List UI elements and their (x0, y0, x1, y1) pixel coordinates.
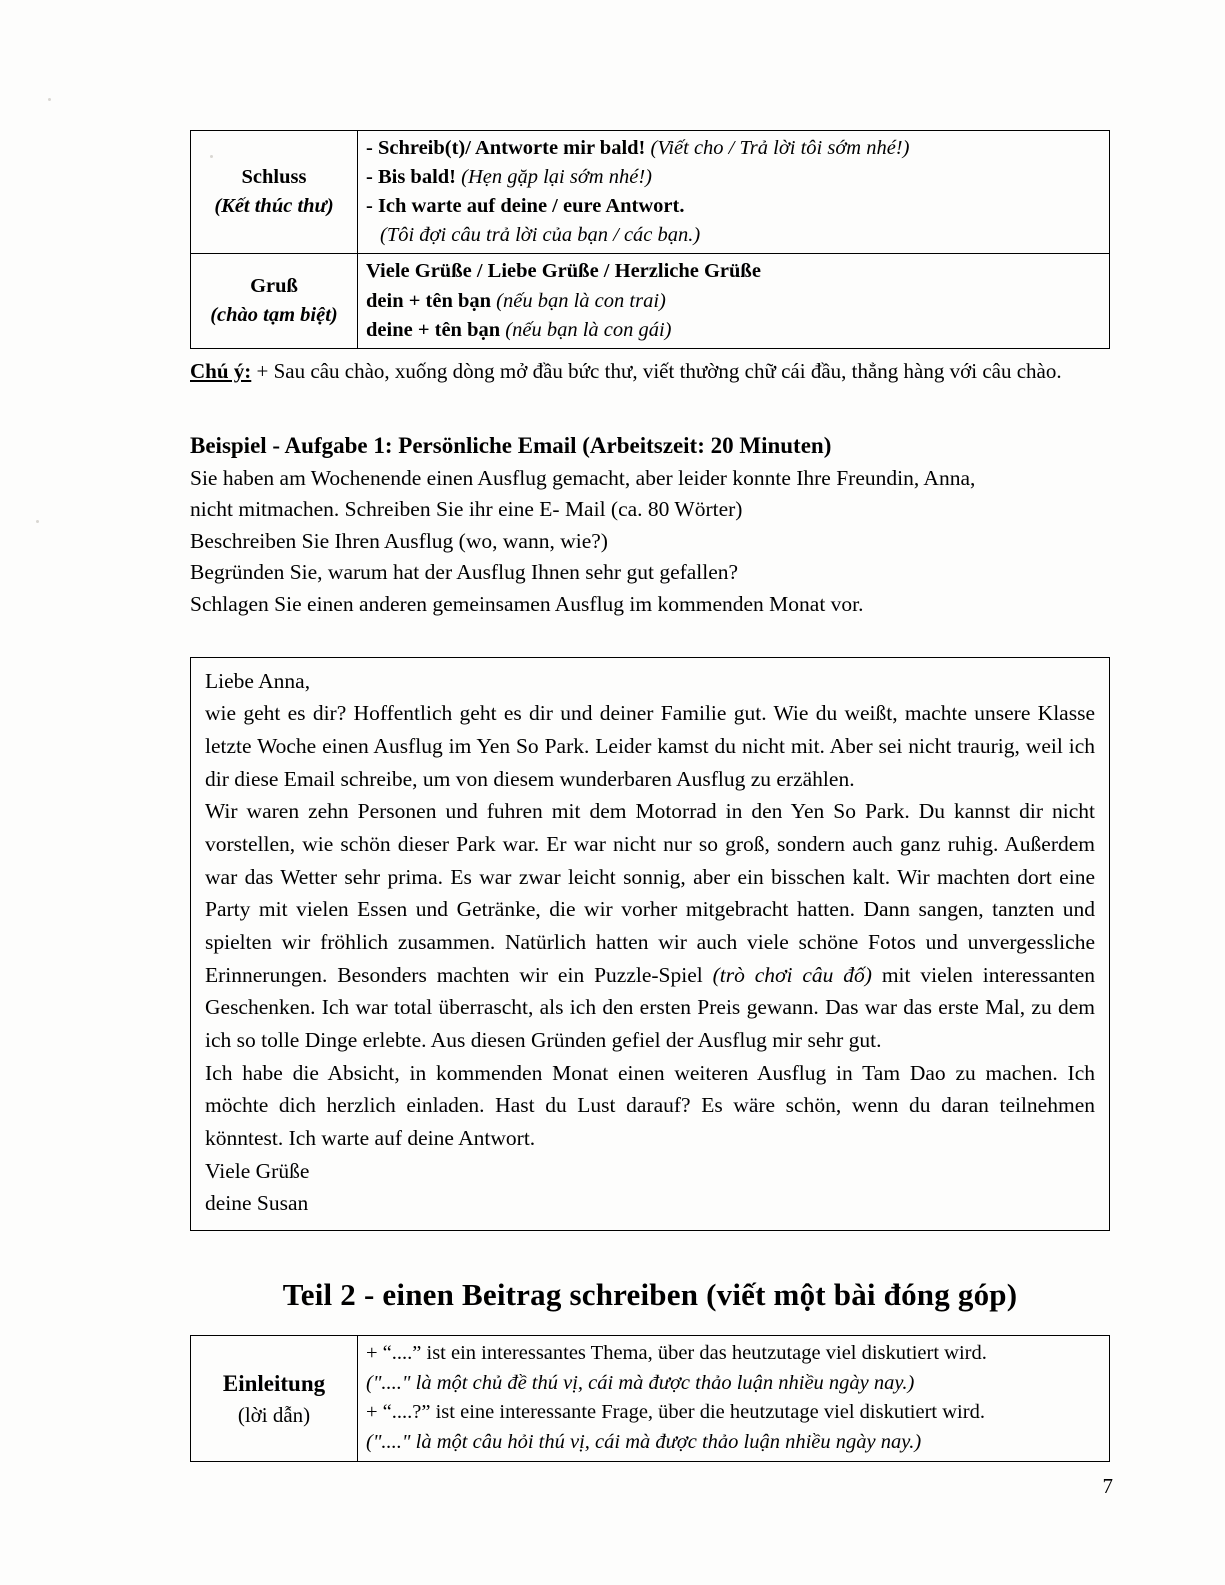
einleitung-table (190, 1335, 1110, 1462)
sample-email-box (190, 657, 1110, 1231)
phrase-vn: (Hẹn gặp lại sớm nhé!) (461, 166, 652, 189)
email-paragraph-2-part-a: Wir waren zehn Personen und fuhren mit dem Motorrad in den Yen So Park. Du kannst dir nicht vorstellen, wie schön dieser Park war. Er war nicht nur so groß, sondern auch ganz ruhig. Außerdem war das Wetter sehr prima. Es war zwar leicht sonnig, aber ein bisschen kalt. Wir machten dort eine Party mit vielen Essen und Getränke, die wir vorher mitgebracht hatten. Dann sangen, tanzten und spielten wir fröhlich zusammen. Natürlich hatten wir auch viele schöne Fotos und unvergessliche Erinnerungen. Besonders machten wir ein Puzzle-Spiel (205, 799, 1095, 987)
phrase-line (366, 192, 1101, 221)
phrase-line (366, 287, 1101, 316)
row-label-gruss (191, 254, 358, 348)
email-salutation: Liebe Anna, (205, 668, 311, 693)
email-paragraph-2-part-b: mit vielen interessanten Geschenken. Ich war total überrascht, als ich den ersten Preis gewann. Das war das erste Mal, zu dem ich so tolle Dinge erlebte. Aus diesen Gründen gefiel der Ausflug mir sehr gut. (205, 962, 1096, 1052)
row-content-gruss (358, 254, 1110, 348)
row-content-schluss (358, 131, 1110, 254)
label-vn: (chào tạm biệt) (210, 304, 338, 327)
phrase-de: - Schreib(t)/ Antworte mir bald! (366, 137, 646, 159)
closing-phrases-table (190, 130, 1110, 349)
task-description (190, 463, 1110, 621)
phrase-vn: (nếu bạn là con gái) (505, 318, 672, 341)
phrase-line: ("...." là một câu hỏi thú vị, cái mà được thảo luận nhiều ngày nay.) (366, 1431, 922, 1454)
task-line: Begründen Sie, warum hat der Ausflug Ihnen sehr gut gefallen? (190, 560, 739, 585)
note-lead: Chú ý: (190, 358, 252, 383)
label-vn: (Kết thúc thư) (214, 195, 334, 218)
table-row (191, 1335, 1110, 1461)
beispiel-heading: Beispiel - Aufgabe 1: Persönliche Email (Arbeitszeit: 20 Minuten) (190, 432, 832, 458)
phrase-de: - Bis bald! (366, 166, 456, 189)
page-number: 7 (1102, 1474, 1113, 1498)
phrase-line: + “....” ist ein interessantes Thema, über das heutzutage viel diskutiert wird. (366, 1341, 987, 1364)
email-paragraph-1: wie geht es dir? Hoffentlich geht es dir und deiner Familie gut. Wie du weißt, machte unsere Klasse letzte Woche einen Ausflug im Yen So Park. Leider kamst du nicht mit. Aber sei nicht traurig, weil ich dir diese Email schreibe, um von diesem wunderbaren Ausflug zu erzählen. (205, 701, 1095, 791)
task-line: Schlagen Sie einen anderen gemeinsamen Ausflug im kommenden Monat vor. (190, 591, 864, 616)
phrase-line (366, 134, 1101, 163)
task-line: Sie haben am Wochenende einen Ausflug gemacht, aber leider konnte Ihre Freundin, Anna, (190, 465, 976, 490)
table-row (191, 254, 1110, 348)
note-paragraph (190, 357, 1110, 387)
phrase-line (366, 163, 1101, 192)
teil2-heading: Teil 2 - einen Beitrag schreiben (viết một bài đóng góp) (282, 1276, 1018, 1312)
note-text: + Sau câu chào, xuống dòng mở đầu bức thư, viết thường chữ cái đầu, thẳng hàng với câu chào. (251, 358, 1062, 383)
phrase-vn: (nếu bạn là con trai) (496, 289, 666, 312)
task-line: Beschreiben Sie Ihren Ausflug (wo, wann, wie?) (190, 528, 608, 553)
email-paragraph-2 (205, 795, 1095, 1056)
row-label-einleitung (191, 1335, 358, 1461)
phrase-line: ("...." là một chủ đề thú vị, cái mà được thảo luận nhiều ngày nay.) (366, 1371, 915, 1394)
phrase-line (366, 316, 1101, 345)
label-de: Einleitung (222, 1370, 326, 1396)
phrase-line (366, 257, 1101, 286)
task-line: nicht mitmachen. Schreiben Sie ihr eine E- Mail (ca. 80 Wörter) (190, 497, 743, 522)
phrase-de: Viele Grüße / Liebe Grüße / Herzliche Grüße (366, 260, 761, 283)
phrase-vn: (Viết cho / Trả lời tôi sớm nhé!) (650, 137, 910, 159)
phrase-vn: (Tôi đợi câu trả lời của bạn / các bạn.) (380, 224, 701, 247)
document-content (190, 130, 1110, 1462)
row-content-einleitung (358, 1335, 1110, 1461)
email-paragraph-3: Ich habe die Absicht, in kommenden Monat einen weiteren Ausflug in Tam Dao zu machen. Ich möchte dich herzlich einladen. Hast du Lust darauf? Es wäre schön, wenn du daran teilnehmen könntest. Ich warte auf deine Antwort. (205, 1060, 1095, 1150)
label-de: Schluss (241, 166, 307, 189)
email-signature: deine Susan (205, 1191, 309, 1216)
scan-speck (48, 98, 51, 101)
row-label-schluss (191, 131, 358, 254)
email-closing-line: Viele Grüße (205, 1158, 310, 1183)
phrase-line (366, 221, 1101, 250)
label-de: Gruß (250, 274, 298, 297)
label-vn: (lời dẫn) (237, 1402, 311, 1427)
table-row (191, 131, 1110, 254)
phrase-de: - Ich warte auf deine / eure Antwort. (366, 195, 685, 218)
phrase-de: deine + tên bạn (366, 318, 501, 341)
phrase-line: + “....?” ist eine interessante Frage, über die heutzutage viel diskutiert wird. (366, 1401, 985, 1424)
email-paragraph-2-vn: (trò chơi câu đố) (712, 962, 872, 987)
phrase-de: dein + tên bạn (366, 289, 492, 312)
scan-speck (36, 520, 39, 523)
